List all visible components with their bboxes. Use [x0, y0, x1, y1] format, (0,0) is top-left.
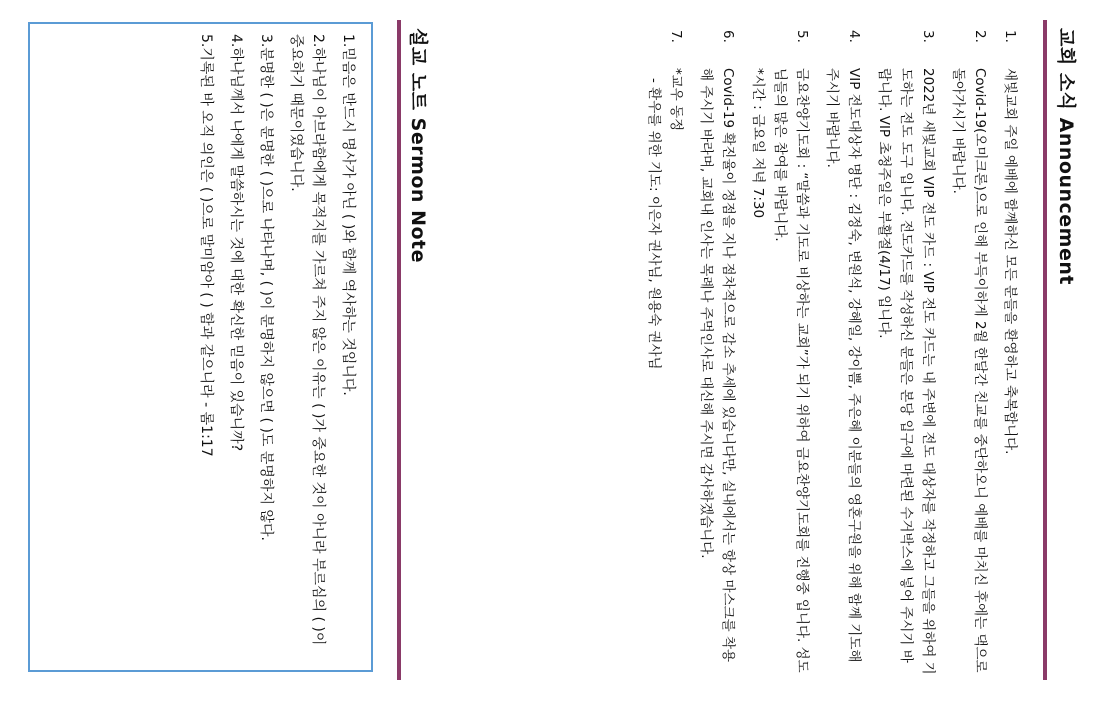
announcement-item	[643, 20, 687, 675]
announcement-item	[695, 20, 739, 675]
announcement-list	[635, 20, 1021, 675]
item-text: 금요찬양기도회 : “말씀과 기도로 비상하는 교회”가 되기 위하여 금요찬양기도회를 진행중 입니다. 성도님들의 많은 참여를 바랍니다.	[772, 68, 810, 673]
item-number: 1.	[1002, 30, 1018, 43]
item-text: *교우 동정	[668, 68, 684, 132]
announcement-item	[947, 20, 991, 675]
sermon-note-line: 5.기록된 바 오직 의인은 ( )으로 말미암아 ( ) 함과 같으니라 - 롬1:17	[198, 34, 214, 457]
prayer-request: - 환우를 위한 기도: 이은자 권사님, 원용숙 권사님	[646, 78, 662, 370]
item-number: 3.	[920, 30, 936, 43]
sermon-note-box	[28, 22, 373, 672]
item-text: Covid-19(오미크론)으로 인해 부득이하게 2월 한달간 친교를 중단하오니 예배를 마치신 후에는 댁으로 돌아가시기 바랍니다.	[950, 68, 988, 673]
item-number: 7.	[668, 30, 684, 43]
item-number: 5.	[794, 30, 810, 43]
item-number: 4.	[846, 30, 862, 43]
announcement-item	[821, 20, 865, 675]
item-text: Covid-19 확진율이 정점을 지나 점차적으로 감소 추세에 있습니다만, 실내에서는 항상 마스크를 착용해 주시기 바라며, 교회내 인사는 목례나 주먹인사로 대신해 주시면 감사하겠습니다.	[698, 68, 736, 663]
item-number: 6.	[720, 30, 736, 43]
prayer-meeting-time: *시간 : 금요일 저녁 7:30	[750, 68, 766, 219]
sermon-note-line: 4.하나님께서 나에게 말씀하시는 것에 대한 확신한 믿음이 있습니까?	[228, 34, 244, 452]
announcement-item	[999, 20, 1021, 675]
item-text: 새빛교회 주일 예배에 함께하신 모든 분들을 환영하고 축복합니다.	[1002, 68, 1018, 455]
announcement-divider	[1043, 20, 1047, 680]
sermon-note-line: 2.하나님이 아브라함에게 목적지를 가르쳐 주지 않은 이유는 ( )가 중요한 것이 아니라 부르심의 ( )이 중요하기 때문이였습니다.	[288, 34, 326, 646]
item-text: 2022년 새빛교회 VIP 전도 카드 : VIP 전도 카드는 내 주변에 전도 대상자를 작정하고 그들을 위하여 기도하는 전도 도구 입니다. 전도카드를 작성하신 분들은 본당 입구에 마련된 수거박스에 넣어 주시기 바랍니다. VIP 초청주일은 부활절(4/17) 입니다.	[876, 68, 936, 675]
sermon-divider	[397, 20, 401, 680]
item-number: 2.	[972, 30, 988, 43]
sermon-note-line: 1.믿음은 반드시 명사가 아닌 ( )와 함께 역사하는 것입니다.	[340, 34, 356, 396]
sermon-title: 설교 노트 Sermon Note	[407, 28, 429, 264]
announcement-item	[873, 20, 939, 675]
announcement-title: 교회 소식 Announcement	[1055, 28, 1077, 285]
sermon-note-line: 3.분명한 ( )은 분명한 ( )으로 나타나며, ( )이 분명하지 않으면 ( )도 분명하지 않다.	[258, 34, 274, 541]
announcement-item	[747, 20, 813, 675]
item-text: VIP 전도대상자 명단 : 김정숙, 변원석, 강혜일, 강이쁨, 주은혜 이분들의 영혼구원을 위해 함께 기도해 주시기 바랍니다.	[824, 68, 862, 663]
